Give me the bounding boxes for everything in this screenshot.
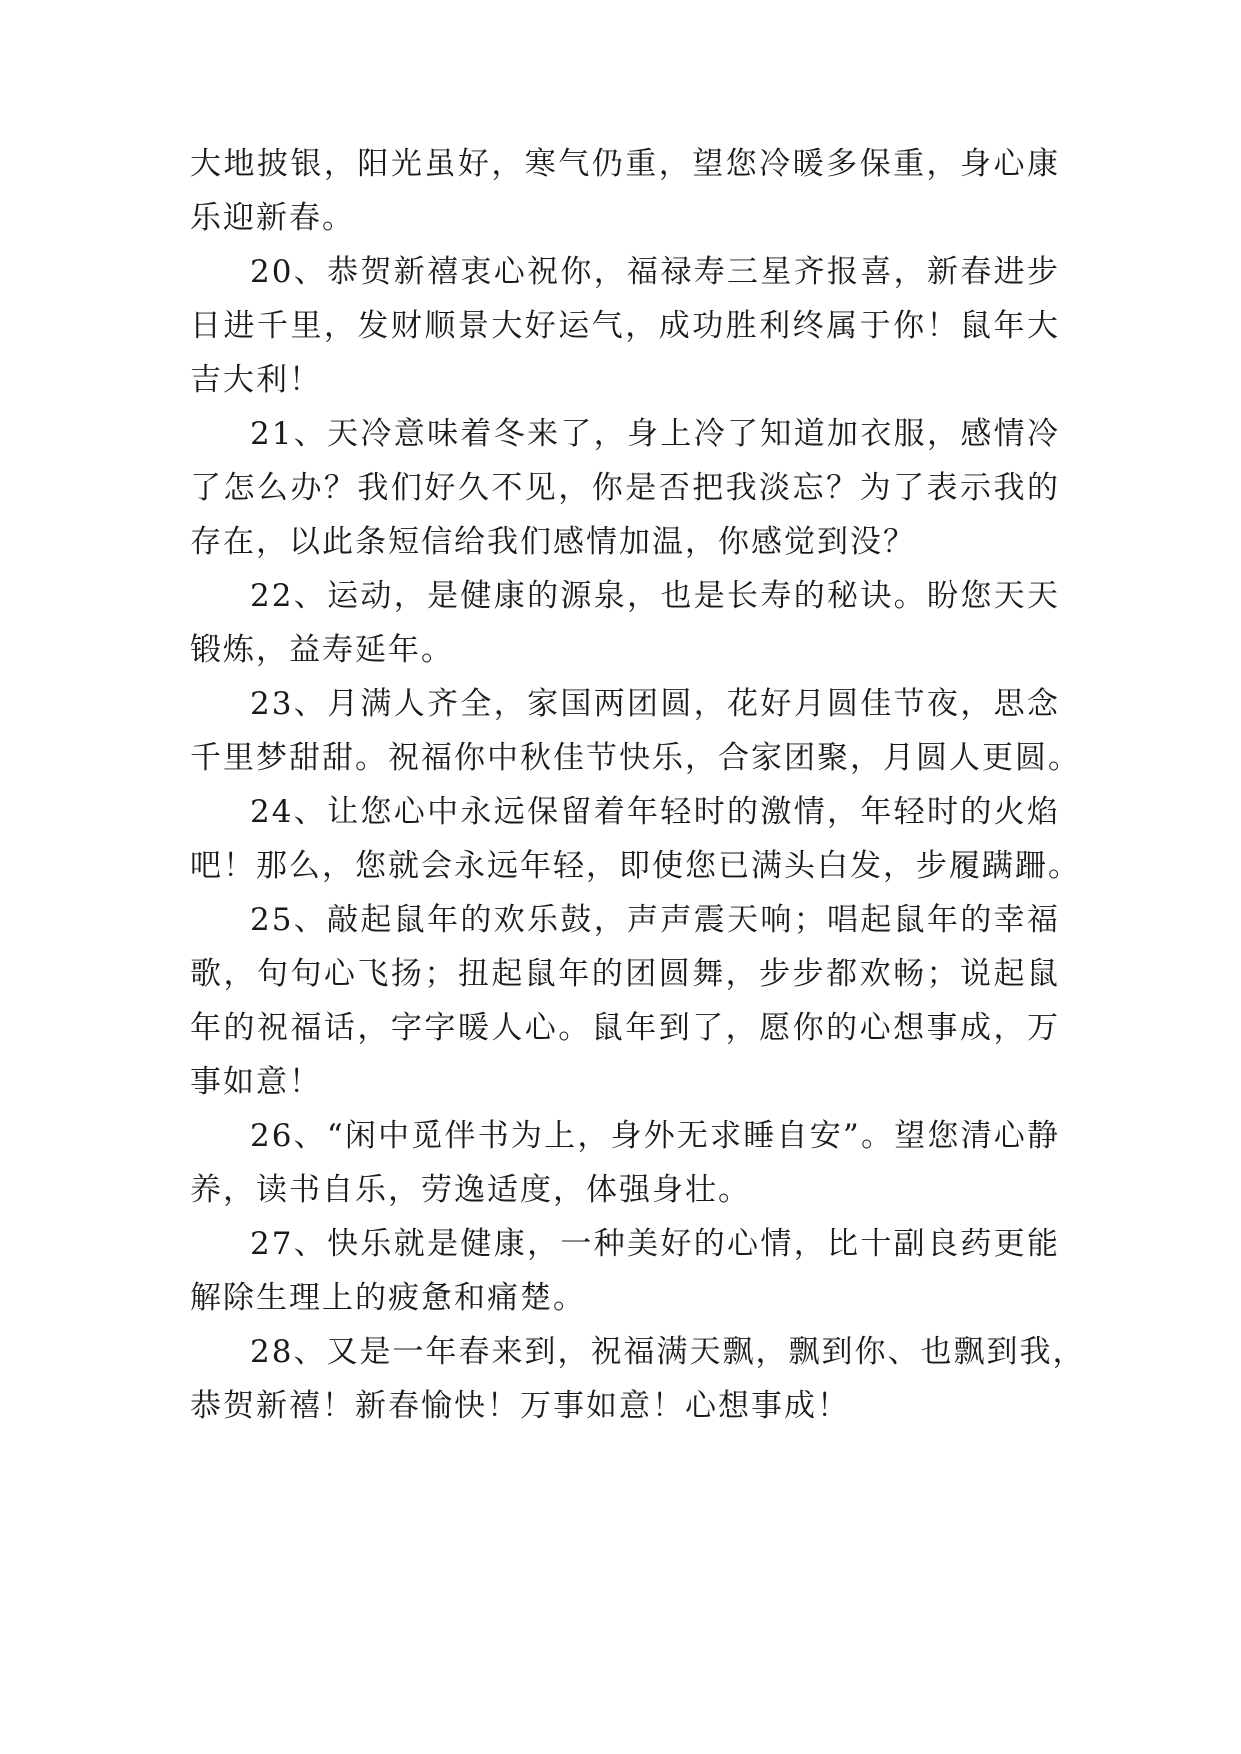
paragraph-26-line-1: 26、“闲中觅伴书为上，身外无求睡自安”。望您清心静: [250, 1118, 1060, 1154]
text-line: 日进千里，发财顺景大好运气，成功胜利终属于你！鼠年大: [190, 308, 1060, 344]
paragraph-21-line-1: 21、天冷意味着冬来了，身上冷了知道加衣服，感情冷: [250, 416, 1060, 452]
paragraph-23-line-1: 23、月满人齐全，家国两团圆，花好月圆佳节夜，思念: [250, 686, 1060, 722]
text-line: 吉大利！: [190, 362, 322, 398]
paragraph-27-line-1: 27、快乐就是健康，一种美好的心情，比十副良药更能: [250, 1226, 1060, 1262]
text-line: 年的祝福话，字字暖人心。鼠年到了，愿你的心想事成，万: [190, 1010, 1060, 1046]
text-line: 大地披银，阳光虽好，寒气仍重，望您冷暖多保重，身心康: [190, 146, 1060, 182]
text-line: 存在，以此条短信给我们感情加温，你感觉到没？: [190, 524, 916, 560]
text-line: 事如意！: [190, 1064, 322, 1100]
paragraph-24-line-1: 24、让您心中永远保留着年轻时的激情，年轻时的火焰: [250, 794, 1060, 830]
text-line: 千里梦甜甜。祝福你中秋佳节快乐，合家团聚，月圆人更圆。: [190, 740, 1081, 776]
paragraph-20-line-1: 20、恭贺新禧衷心祝你，福禄寿三星齐报喜，新春进步: [250, 254, 1060, 290]
paragraph-25-line-1: 25、敲起鼠年的欢乐鼓，声声震天响；唱起鼠年的幸福: [250, 902, 1060, 938]
paragraph-28-line-1: 28、又是一年春来到，祝福满天飘，飘到你、也飘到我，: [250, 1334, 1086, 1370]
text-line: 解除生理上的疲惫和痛楚。: [190, 1280, 586, 1316]
text-line: 锻炼，益寿延年。: [190, 632, 454, 668]
text-line: 乐迎新春。: [190, 200, 355, 236]
text-line: 了怎么办？我们好久不见，你是否把我淡忘？为了表示我的: [190, 470, 1060, 506]
text-line: 恭贺新禧！新春愉快！万事如意！心想事成！: [190, 1388, 850, 1424]
text-line: 吧！那么，您就会永远年轻，即使您已满头白发，步履蹒跚。: [190, 848, 1081, 884]
text-line: 养，读书自乐，劳逸适度，体强身壮。: [190, 1172, 751, 1208]
paragraph-22-line-1: 22、运动，是健康的源泉，也是长寿的秘诀。盼您天天: [250, 578, 1060, 614]
text-line: 歌，句句心飞扬；扭起鼠年的团圆舞，步步都欢畅；说起鼠: [190, 956, 1060, 992]
